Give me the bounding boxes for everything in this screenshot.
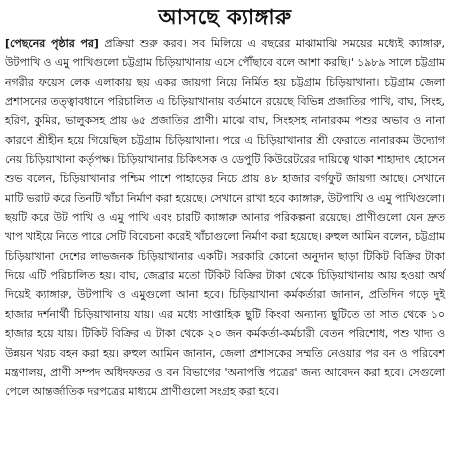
- article-headline: আসছে ক্যাঙ্গারু: [158, 5, 292, 29]
- article-body-text: প্রক্রিয়া শুরু করব। সব মিলিয়ে এ বছরের মাঝামাঝি সময়ের মধ্যেই ক্যাঙ্গারু, উটপাখি ও এমু পাখিগুলো চট্টগ্রাম চিড়িয়াখানায় এসে পৌঁছাবে বলে আশা করছি।' ১৯৮৯ সালে চট্টগ্রাম নগরীর ফয়েস লেক এলাকায় ছয় একর জায়গা নিয়ে নির্মিত হয় চট্টগ্রাম চিড়িয়াখানা। চট্টগ্রাম জেলা প্রশাসনের তত্ত্বাবধানে পরিচালিত এ চিড়িয়াখানায় বর্তমানে রয়েছে বিভিন্ন প্রজাতির পাখি, বাঘ, সিংহ, হরিণ, কুমির, ভালুকসহ প্রায় ৬৫ প্রজাতির প্রাণী। মাঝে বাঘ, সিংহসহ নানারকম পশুর অভাব ও নানা কারণে শ্রীহীন হয়ে গিয়েছিল চট্টগ্রাম চিড়িয়াখানা। পরে এ চিড়িয়াখানার শ্রী ফেরাতে নানারকম উদ্যোগ নেয় চিড়িয়াখানা কর্তৃপক্ষ। চিড়িয়াখানার চিকিৎসক ও ডেপুটি কিউরেটরের দায়িত্বে থাকা শাহাদাৎ হোসেন শুভ বলেন, চিড়িয়াখানার পশ্চিম পাশে পাহাড়ের নিচে প্রায় ৪৮ হাজার বর্গফুট জায়গা আছে। সেখানে মাটি ভরাট করে তিনটি খাঁচা নির্মাণ করা হয়েছে। সেখানে রাখা হবে ক্যাঙ্গারু, উটপাখি ও এমু পাখিগুলো। ছয়টি করে উট পাখি ও এমু পাখি এবং চারটি ক্যাঙ্গারু আনার পরিকল্পনা রয়েছে। প্রাণীগুলো যেন দ্রুত খাপ খাইয়ে নিতে পারে সেটি বিবেচনা করেই খাঁচাগুলো নির্মাণ করা হয়েছে। রুহুল আমিন বলেন, চট্টগ্রাম চিড়িয়াখানা দেশের লাভজনক চিড়িয়াখানার একটি। সরকারি কোনো অনুদান ছাড়া টিকিট বিক্রির টাকা দিয়ে এটি পরিচালিত হয়। বাঘ, জেব্রার মতো টিকিট বিক্রির টাকা থেকে চিড়িয়াখানায় আয় হওয়া অর্থ দিয়েই ক্যাঙ্গারু, উটপাখি ও এমুগুলো আনা হবে। চিড়িয়াখানা কর্মকর্তারা জানান, প্রতিদিন গড়ে দুই হাজার দর্শনার্থী চিড়িয়াখানায় যায়। এর মধ্যে সাপ্তাহিক ছুটি কিংবা অন্যান্য ছুটিতে তা সাত থেকে ১০ হাজার হয়ে যায়। টিকিট বিক্রির এ টাকা থেকে ২০ জন কর্মকর্তা-কর্মচারী বেতন পরিশোধ, পশু খাদ্য ও উন্নয়ন খরচ বহন করা হয়। রুহুল আমিন জানান, জেলা প্রশাসকের সম্মতি নেওয়ার পর বন ও পরিবেশ মন্ত্রণালয়, প্রাণী সম্পদ অধিদফতর ও বন বিভাগের 'অনাপত্তি পত্রের' জন্য আবেদন করা হবে। সেগুলো পেলে আন্তর্জাতিক দরপত্রের মাধ্যমে প্রাণীগুলো সংগ্রহ করা হবে।: [5, 37, 445, 399]
- article-body: [5, 34, 445, 402]
- continued-from-label: [পেছনের পৃষ্ঠার পর]: [5, 37, 99, 50]
